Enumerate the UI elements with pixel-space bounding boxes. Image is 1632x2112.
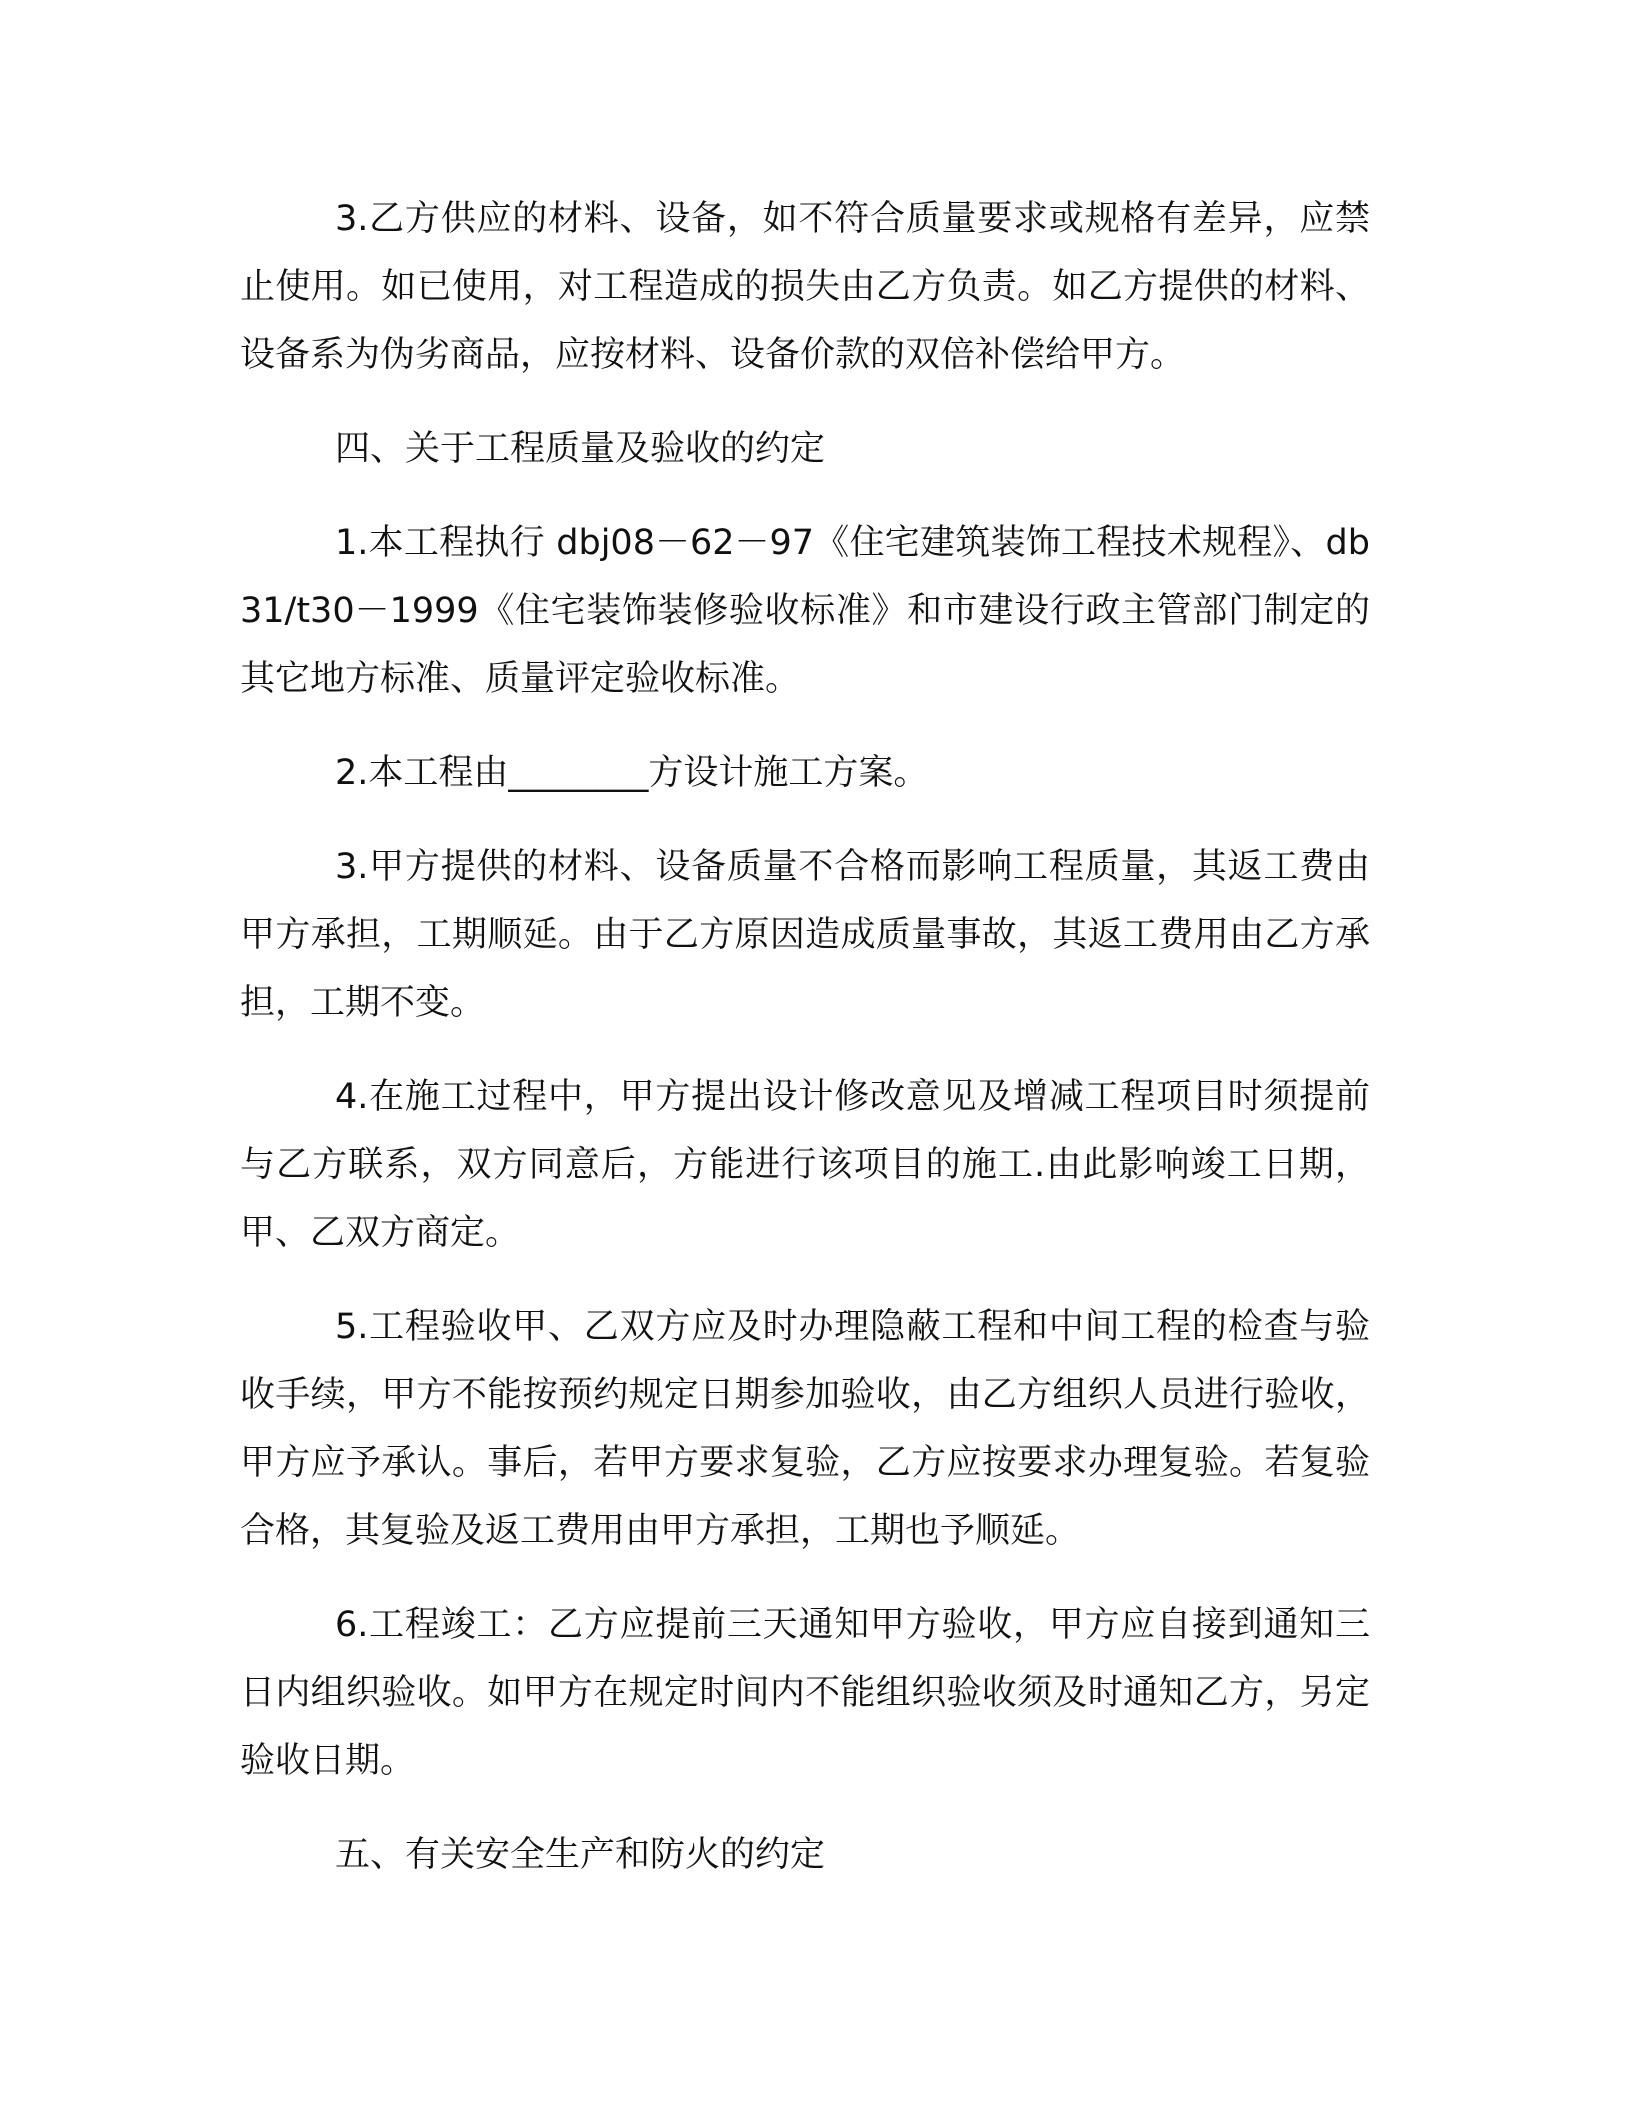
paragraph-quality-5: 5.工程验收甲、乙双方应及时办理隐蔽工程和中间工程的检查与验收手续，甲方不能按预约规定日期参加验收，由乙方组织人员进行验收，甲方应予承认。事后，若甲方要求复验，乙方应按要求办理复验。若复验合格，其复验及返工费用由甲方承担，工期也予顺延。 <box>240 1307 1370 1551</box>
paragraph-quality-1: 1.本工程执行 dbj08－62－97《住宅建筑装饰工程技术规程》、db31/t30－1999《住宅装饰装修验收标准》和市建设行政主管部门制定的其它地方标准、质量评定验收标准。 <box>240 523 1370 699</box>
paragraph-material-supply-3: 3.乙方供应的材料、设备，如不符合质量要求或规格有差异，应禁止使用。如已使用，对工程造成的损失由乙方负责。如乙方提供的材料、设备系为伪劣商品，应按材料、设备价款的双倍补偿给甲方。 <box>240 199 1370 375</box>
document-body <box>240 185 1370 1915</box>
paragraph-quality-3: 3.甲方提供的材料、设备质量不合格而影响工程质量，其返工费由甲方承担，工期顺延。由于乙方原因造成质量事故，其返工费用由乙方承担，工期不变。 <box>240 847 1370 1023</box>
section-heading-quality-acceptance: 四、关于工程质量及验收的约定 <box>335 429 826 469</box>
paragraph-quality-6: 6.工程竣工：乙方应提前三天通知甲方验收，甲方应自接到通知三日内组织验收。如甲方在规定时间内不能组织验收须及时通知乙方，另定验收日期。 <box>240 1605 1370 1781</box>
paragraph-quality-4: 4.在施工过程中，甲方提出设计修改意见及增减工程项目时须提前与乙方联系，双方同意后，方能进行该项目的施工.由此影响竣工日期，甲、乙双方商定。 <box>240 1077 1370 1253</box>
section-heading-safety-fire: 五、有关安全生产和防火的约定 <box>335 1835 826 1875</box>
paragraph-quality-2: 2.本工程由________方设计施工方案。 <box>335 753 929 793</box>
